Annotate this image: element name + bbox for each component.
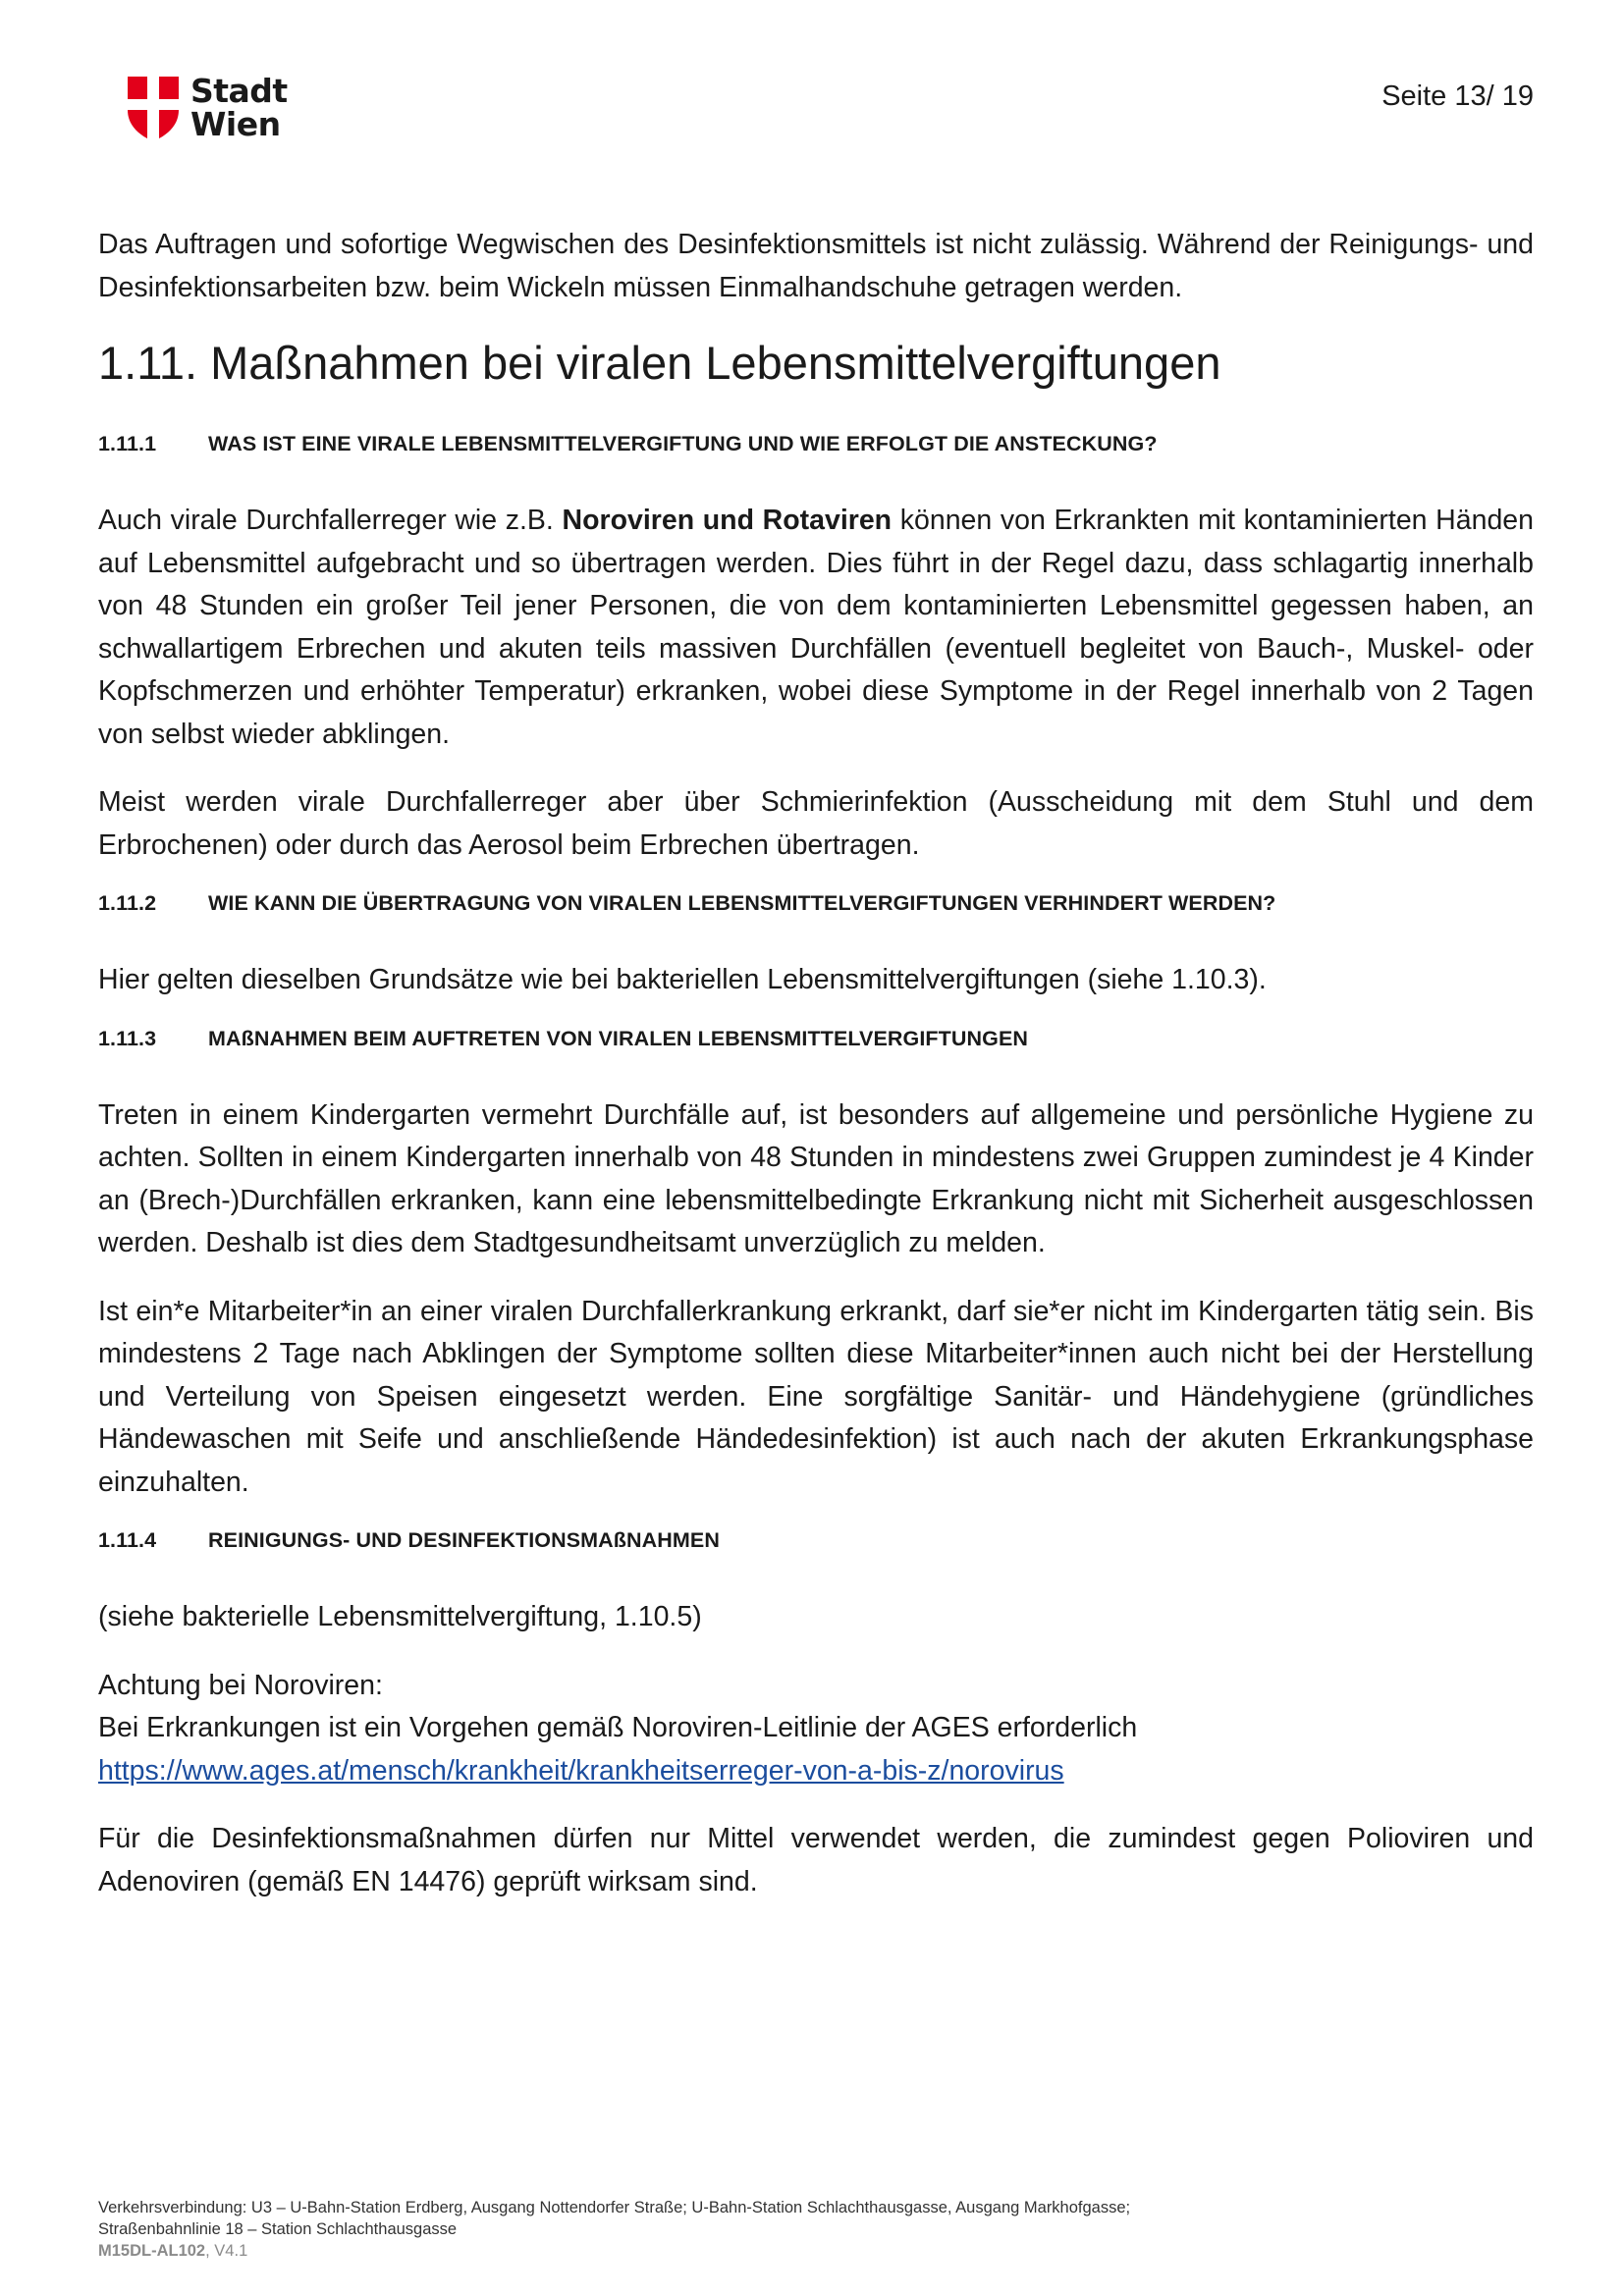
subsection-number: 1.11.4 xyxy=(98,1528,157,1552)
subsection-title: MAßNAHMEN BEIM AUFTRETEN VON VIRALEN LEBENSMITTELVERGIFTUNGEN xyxy=(208,1026,1029,1050)
paragraph-transmission: Meist werden virale Durchfallerreger aber über Schmierinfektion (Ausscheidung mit dem Stuhl und dem Erbrochenen) oder durch das Aerosol beim Erbrechen übertragen. xyxy=(98,786,1534,861)
subsection-number: 1.11.3 xyxy=(98,1026,157,1050)
document-code: M15DL-AL102 xyxy=(98,2242,206,2260)
text-segment: können von Erkrankten mit kontaminierten Händen auf Lebensmittel aufgebracht und so übertragen werden. Dies führt in der Regel dazu, dass schlagartig innerhalb von 48 Stunden ein großer Teil jener Personen, die von dem kontaminierten Lebensmittel gegessen haben, an schwallartigem Erbrechen und akuten teils massiven Durchfällen (eventuell begleitet von Bauch-, Muskel- oder Kopfschmerzen und erhöhter Temperatur) erkranken, wobei diese Symptome in der Regel innerhalb von 2 Tagen von selbst wieder abklingen. xyxy=(98,505,1535,750)
subsection-heading-2 xyxy=(98,888,1534,918)
subsection-number: 1.11.2 xyxy=(98,891,157,915)
subsection-title: REINIGUNGS- UND DESINFEKTIONSMAßNAHMEN xyxy=(208,1528,720,1552)
paragraph-kindergarten-measures: Treten in einem Kindergarten vermehrt Durchfälle auf, ist besonders auf allgemeine und persönliche Hygiene zu achten. Sollten in einem Kindergarten innerhalb von 48 Stunden in mindestens zwei Gruppen zumindest je 4 Kinder an (Brech-)Durchfällen erkranken, kann eine lebensmittelbedingte Erkrankung nicht mit Sicherheit ausgeschlossen werden. Deshalb ist dies dem Stadtgesundheitsamt unverzüglich zu melden. xyxy=(98,1098,1534,1258)
norovirus-notice-title: Achtung bei Noroviren: xyxy=(98,1669,383,1701)
subsection-heading-3 xyxy=(98,1024,1534,1053)
subsection-heading-4 xyxy=(98,1525,1534,1555)
vienna-coat-of-arms-icon xyxy=(128,77,179,141)
page-footer xyxy=(98,2197,1130,2262)
link-line xyxy=(98,1750,1534,1793)
document-body xyxy=(98,224,1534,1903)
subsection-title: WIE KANN DIE ÜBERTRAGUNG VON VIRALEN LEBENSMITTELVERGIFTUNGEN VERHINDERT WERDEN? xyxy=(208,891,1276,915)
paragraph-disinfectant-requirements: Für die Desinfektionsmaßnahmen dürfen nur Mittel verwendet werden, die zumindest gegen Polioviren und Adenoviren (gemäß EN 14476) geprüft wirksam sind. xyxy=(98,1823,1534,1897)
subsection-title: WAS IST EINE VIRALE LEBENSMITTELVERGIFTUNG UND WIE ERFOLGT DIE ANSTECKUNG? xyxy=(208,432,1158,455)
footer-doc-info xyxy=(98,2240,1130,2262)
stadt-wien-logo xyxy=(128,72,288,143)
footer-transport-line1: Verkehrsverbindung: U3 – U-Bahn-Station Erdberg, Ausgang Nottendorfer Straße; U-Bahn-Station Schlachthausgasse, Ausgang Markhofgasse; xyxy=(98,2199,1131,2216)
norovirus-notice xyxy=(98,1665,1534,1793)
paragraph-reference: (siehe bakterielle Lebensmittelvergiftung, 1.10.5) xyxy=(98,1601,702,1632)
paragraph-prevention: Hier gelten dieselben Grundsätze wie bei bakteriellen Lebensmittelvergiftungen (siehe 1.10.3). xyxy=(98,964,1267,995)
norovirus-notice-text: Bei Erkrankungen ist ein Vorgehen gemäß Noroviren-Leitlinie der AGES erforderlich xyxy=(98,1712,1138,1743)
paragraph-viral-infection xyxy=(98,500,1534,756)
ages-norovirus-link[interactable]: https://www.ages.at/mensch/krankheit/krankheitserreger-von-a-bis-z/norovirus xyxy=(98,1754,1064,1787)
document-version: V4.1 xyxy=(214,2242,248,2260)
logo-wordmark xyxy=(190,72,288,143)
logo-line-wien: Wien xyxy=(190,105,281,143)
footer-transport-line2: Straßenbahnlinie 18 – Station Schlachthausgasse xyxy=(98,2220,458,2238)
page-number: Seite 13/ 19 xyxy=(1381,80,1534,112)
intro-paragraph: Das Auftragen und sofortige Wegwischen des Desinfektionsmittels ist nicht zulässig. Während der Reinigungs- und Desinfektionsarbeiten bzw. beim Wickeln müssen Einmalhandschuhe getragen werden. xyxy=(98,229,1534,303)
paragraph-staff-measures: Ist ein*e Mitarbeiter*in an einer viralen Durchfallerkrankung erkrankt, darf sie*er nicht im Kindergarten tätig sein. Bis mindestens 2 Tage nach Abklingen der Symptome sollten diese Mitarbeiter*innen auch nicht bei der Herstellung und Verteilung von Speisen eingesetzt werden. Eine sorgfältige Sanitär- und Händehygiene (gründliches Händewaschen mit Seife und anschließende Händedesinfektion) ist auch nach der akuten Erkrankungsphase einzuhalten. xyxy=(98,1295,1534,1498)
text-segment: Auch virale Durchfallerreger wie z.B. xyxy=(98,505,563,536)
bold-text: Noroviren und Rotaviren xyxy=(562,505,893,536)
logo-line-stadt: Stadt xyxy=(190,72,288,110)
subsection-heading-1 xyxy=(98,429,1534,458)
subsection-number: 1.11.1 xyxy=(98,432,157,455)
section-heading: 1.11. Maßnahmen bei viralen Lebensmittelvergiftungen xyxy=(98,337,1221,389)
separator: , xyxy=(205,2242,215,2260)
